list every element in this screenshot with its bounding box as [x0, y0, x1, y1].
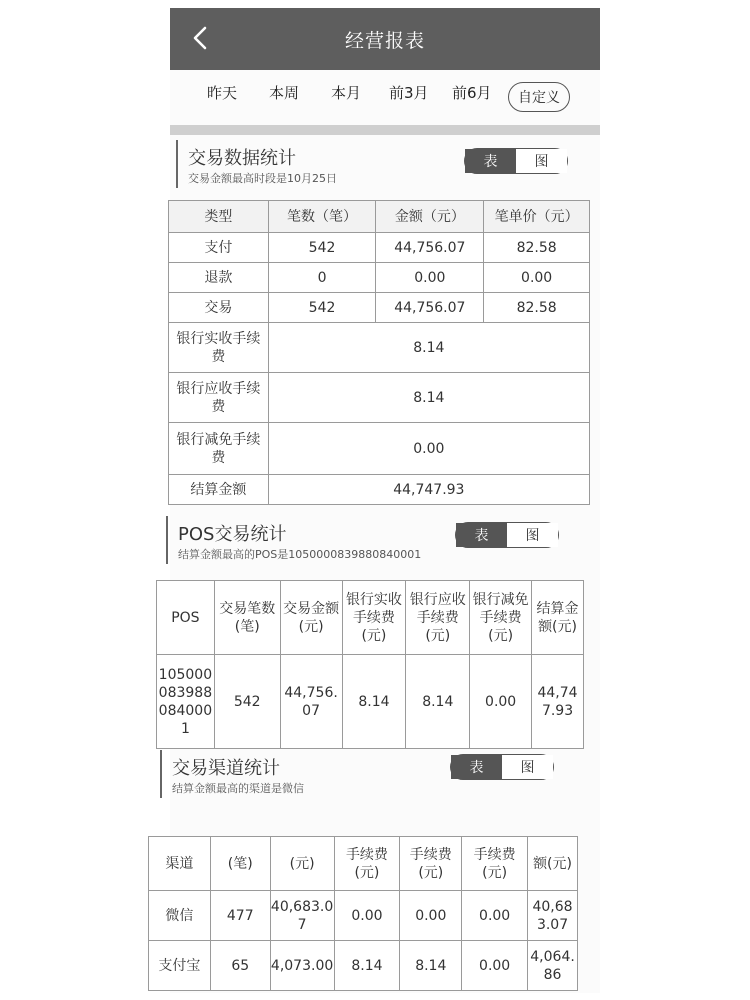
table-cell: 8.14 — [342, 655, 406, 749]
table-view-button[interactable]: 表 — [465, 149, 516, 173]
table-header-row — [157, 581, 584, 655]
table-cell: 0 — [268, 263, 376, 293]
pos-stats-title: POS交易统计 — [178, 524, 287, 545]
section-accent-bar — [176, 140, 178, 188]
table-cell: 0.00 — [334, 891, 400, 941]
table-row — [169, 263, 590, 293]
table-cell: 44,756.07 — [376, 233, 484, 263]
table-cell: 8.14 — [268, 323, 589, 373]
column-header: 交易金额(元) — [280, 581, 342, 655]
phone-screen — [158, 8, 600, 993]
table-cell: 1050000839880840001 — [157, 655, 215, 749]
table-cell: 0.00 — [470, 655, 532, 749]
table-view-button[interactable]: 表 — [456, 523, 507, 547]
table-header-row — [149, 837, 578, 891]
table-cell: 82.58 — [484, 293, 590, 323]
table-cell: 0.00 — [462, 891, 528, 941]
channel-stats-subtitle: 结算金额最高的渠道是微信 — [172, 782, 304, 795]
table-cell: 银行减免手续费 — [169, 423, 269, 475]
trade-stats-table — [168, 200, 590, 505]
app-header — [170, 8, 600, 70]
column-header: 结算金额(元) — [532, 581, 584, 655]
chart-view-button[interactable]: 图 — [502, 755, 553, 779]
table-cell: 40,683.07 — [528, 891, 578, 941]
table-cell: 银行实收手续费 — [169, 323, 269, 373]
section-accent-bar — [166, 516, 168, 564]
table-cell: 542 — [268, 233, 376, 263]
table-row — [169, 423, 590, 475]
table-row — [169, 293, 590, 323]
column-header: 手续费(元) — [400, 837, 462, 891]
table-row — [157, 655, 584, 749]
column-header: 手续费(元) — [462, 837, 528, 891]
table-cell: 支付宝 — [149, 941, 211, 991]
page-title: 经营报表 — [344, 30, 425, 52]
table-cell: 银行应收手续费 — [169, 373, 269, 423]
table-cell: 44,747.93 — [268, 475, 589, 505]
tab-this-month[interactable]: 本月 — [331, 84, 362, 102]
table-row — [169, 475, 590, 505]
column-header: 银行减免手续费(元) — [470, 581, 532, 655]
table-row — [149, 941, 578, 991]
table-cell: 44,756.07 — [280, 655, 342, 749]
table-cell: 65 — [210, 941, 270, 991]
pos-stats-view-toggle — [455, 522, 559, 548]
table-cell: 44,747.93 — [532, 655, 584, 749]
column-header: 笔数（笔） — [268, 201, 376, 233]
table-header-row — [169, 201, 590, 233]
column-header: 交易笔数(笔) — [214, 581, 280, 655]
table-cell: 结算金额 — [169, 475, 269, 505]
column-header: 银行应收手续费(元) — [406, 581, 470, 655]
channel-stats-title: 交易渠道统计 — [172, 758, 280, 779]
table-cell: 542 — [214, 655, 280, 749]
period-tabs — [170, 72, 600, 122]
table-cell: 0.00 — [462, 941, 528, 991]
trade-stats-view-toggle — [464, 148, 568, 174]
column-header: 类型 — [169, 201, 269, 233]
divider-bar — [170, 125, 600, 135]
table-cell: 477 — [210, 891, 270, 941]
table-cell: 支付 — [169, 233, 269, 263]
table-cell: 8.14 — [406, 655, 470, 749]
tab-this-week[interactable]: 本周 — [269, 84, 300, 102]
table-cell: 8.14 — [400, 941, 462, 991]
table-view-button[interactable]: 表 — [451, 755, 502, 779]
tab-last-3-months[interactable]: 前3月 — [389, 84, 429, 102]
trade-stats-subtitle: 交易金额最高时段是10月25日 — [188, 172, 337, 185]
tab-last-6-months[interactable]: 前6月 — [452, 84, 492, 102]
table-row — [149, 891, 578, 941]
channel-stats-table — [148, 836, 578, 991]
tab-custom[interactable]: 自定义 — [508, 82, 570, 112]
table-cell: 4,064.86 — [528, 941, 578, 991]
table-cell: 0.00 — [376, 263, 484, 293]
table-row — [169, 373, 590, 423]
column-header: 手续费(元) — [334, 837, 400, 891]
chart-view-button[interactable]: 图 — [507, 523, 558, 547]
table-cell: 微信 — [149, 891, 211, 941]
table-cell: 0.00 — [484, 263, 590, 293]
table-cell: 0.00 — [268, 423, 589, 475]
column-header: (笔) — [210, 837, 270, 891]
tab-yesterday[interactable]: 昨天 — [207, 84, 238, 102]
table-cell: 8.14 — [334, 941, 400, 991]
table-cell: 40,683.07 — [270, 891, 334, 941]
table-cell: 542 — [268, 293, 376, 323]
table-cell: 82.58 — [484, 233, 590, 263]
column-header: 渠道 — [149, 837, 211, 891]
trade-stats-title: 交易数据统计 — [188, 148, 296, 169]
column-header: 额(元) — [528, 837, 578, 891]
table-cell: 8.14 — [268, 373, 589, 423]
column-header: POS — [157, 581, 215, 655]
channel-stats-view-toggle — [450, 754, 554, 780]
column-header: 银行实收手续费(元) — [342, 581, 406, 655]
table-cell: 退款 — [169, 263, 269, 293]
column-header: (元) — [270, 837, 334, 891]
column-header: 笔单价（元） — [484, 201, 590, 233]
table-cell: 0.00 — [400, 891, 462, 941]
chart-view-button[interactable]: 图 — [516, 149, 567, 173]
table-cell: 44,756.07 — [376, 293, 484, 323]
table-cell: 交易 — [169, 293, 269, 323]
pos-stats-subtitle: 结算金额最高的POS是1050000839880840001 — [178, 548, 422, 561]
table-row — [169, 323, 590, 373]
pos-stats-table — [156, 580, 584, 749]
section-accent-bar — [160, 750, 162, 798]
table-cell: 4,073.00 — [270, 941, 334, 991]
table-row — [169, 233, 590, 263]
column-header: 金额（元） — [376, 201, 484, 233]
